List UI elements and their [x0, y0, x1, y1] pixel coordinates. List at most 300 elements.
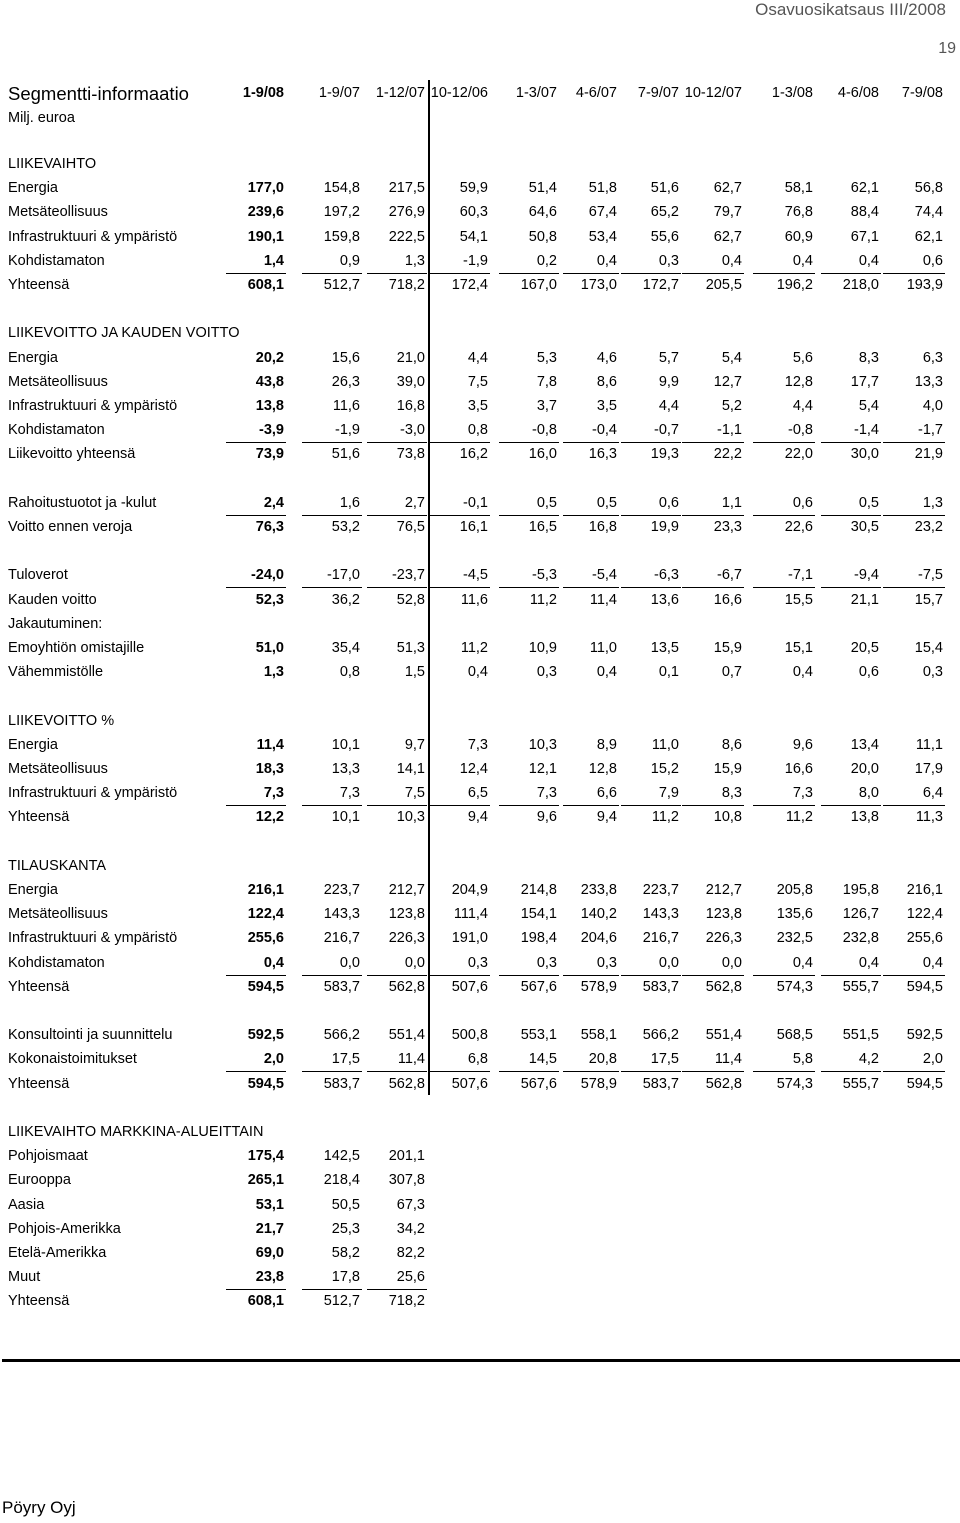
table-cell: 17,8: [331, 1269, 360, 1286]
table-cell: 73,8: [396, 446, 425, 463]
table-cell: 0,3: [596, 954, 617, 971]
table-cell: 22,2: [713, 446, 742, 463]
row-label: Kohdistamaton: [8, 422, 105, 439]
table-row: [0, 880, 960, 904]
footer-rule: [2, 1359, 960, 1362]
table-cell: -5,3: [532, 567, 557, 584]
table-cell: 25,3: [331, 1220, 360, 1237]
table-cell: 212,7: [388, 882, 425, 898]
table-cell: 1,6: [339, 494, 360, 511]
table-cell: 51,6: [331, 446, 360, 463]
table-cell: 79,7: [713, 204, 742, 221]
table-cell: 239,6: [247, 204, 284, 221]
section-heading-label: LIIKEVOITTO JA KAUDEN VOITTO: [8, 325, 240, 342]
table-cell: 3,5: [596, 398, 617, 414]
table-cell: 0,6: [792, 494, 813, 511]
table-cell: 159,8: [323, 228, 360, 245]
table-cell: 8,3: [721, 785, 742, 802]
row-label: Metsäteollisuus: [8, 761, 108, 777]
table-cell: 5,3: [536, 349, 557, 366]
table-cell: 36,2: [331, 591, 360, 608]
table-cell: 11,2: [785, 809, 813, 826]
table-cell: 51,3: [396, 640, 425, 656]
table-row: [0, 1243, 960, 1267]
table-cell: 67,4: [588, 204, 617, 221]
subtotal-underline: [499, 442, 559, 443]
table-cell: 10,8: [713, 809, 742, 826]
table-cell: -9,4: [854, 567, 879, 584]
table-cell: 216,1: [247, 882, 284, 898]
subtotal-underline: [821, 975, 881, 976]
table-cell: 574,3: [776, 1075, 813, 1092]
table-cell: 0,4: [792, 664, 813, 681]
table-cell: 16,8: [396, 398, 425, 414]
subtotal-underline: [302, 273, 362, 274]
table-cell: 0,4: [721, 252, 742, 269]
table-cell: 507,6: [451, 978, 488, 995]
row-label: Metsäteollisuus: [8, 373, 108, 390]
table-cell: 0,6: [858, 664, 879, 681]
table-cell: 13,8: [255, 398, 284, 414]
table-cell: 5,4: [721, 349, 742, 366]
table-cell: 88,4: [850, 204, 879, 221]
table-cell: 21,7: [255, 1220, 284, 1237]
table-cell: 65,2: [650, 204, 679, 221]
table-cell: 0,4: [792, 252, 813, 269]
table-cell: 73,9: [255, 446, 284, 463]
table-cell: 7,8: [536, 373, 557, 390]
row-label: Kauden voitto: [8, 591, 97, 608]
table-cell: 205,5: [705, 277, 742, 293]
subtotal-underline: [563, 975, 619, 976]
table-cell: 212,7: [705, 882, 742, 898]
subtotal-underline: [226, 1071, 286, 1072]
table-cell: 10,3: [528, 736, 557, 753]
table-cell: 173,0: [580, 277, 617, 293]
table-row: [0, 928, 960, 952]
subtotal-underline: [499, 587, 559, 588]
table-cell: -0,8: [532, 422, 557, 439]
column-header: 4-6/07: [575, 85, 617, 101]
table-cell: 13,5: [650, 640, 679, 656]
table-cell: 307,8: [388, 1172, 425, 1189]
table-cell: 9,6: [792, 736, 813, 753]
table-cell: 12,2: [255, 809, 284, 826]
subtotal-underline: [367, 515, 427, 516]
subtotal-underline: [821, 273, 881, 274]
subtotal-underline: [302, 1071, 362, 1072]
row-label: Yhteensä: [8, 809, 70, 826]
table-cell: 562,8: [388, 1075, 425, 1092]
subtotal-underline: [428, 273, 490, 274]
table-cell: 255,6: [906, 930, 943, 947]
table-cell: -7,5: [918, 567, 943, 584]
column-header: 1-9/07: [318, 85, 360, 101]
table-cell: 2,7: [404, 494, 425, 511]
footer-company: Pöyry Oyj: [2, 1498, 76, 1517]
table-cell: 140,2: [580, 906, 617, 923]
section-heading: [0, 1122, 960, 1146]
table-cell: 551,4: [705, 1027, 742, 1044]
table-cell: 54,1: [459, 228, 488, 245]
table-cell: -17,0: [326, 567, 360, 584]
table-cell: -5,4: [592, 567, 617, 584]
report-title: Osavuosikatsaus III/2008: [755, 0, 946, 19]
subtotal-underline: [302, 805, 362, 806]
row-label: Infrastruktuuri & ympäristö: [8, 785, 178, 802]
table-cell: 568,5: [776, 1027, 813, 1044]
row-label: Yhteensä: [8, 277, 70, 293]
subtotal-underline: [367, 587, 427, 588]
subtotal-underline: [883, 975, 945, 976]
table-cell: 23,3: [713, 519, 742, 535]
subtotal-underline: [821, 587, 881, 588]
section-heading: [0, 711, 960, 735]
subtotal-underline: [621, 805, 681, 806]
table-row: [0, 1267, 960, 1291]
table-cell: 16,2: [459, 446, 488, 463]
subtotal-underline: [302, 587, 362, 588]
table-cell: 0,6: [922, 252, 943, 269]
table-cell: 555,7: [842, 978, 879, 995]
table-cell: 76,5: [396, 519, 425, 535]
table-cell: 608,1: [247, 277, 284, 293]
table-cell: 62,1: [850, 180, 879, 197]
subtotal-underline: [428, 1071, 490, 1072]
table-cell: 12,8: [784, 373, 813, 390]
table-cell: 26,3: [331, 373, 360, 390]
table-cell: 11,0: [651, 736, 679, 753]
table-cell: 0,4: [858, 252, 879, 269]
table-cell: -1,7: [918, 422, 943, 439]
table-cell: 10,1: [331, 736, 360, 753]
table-row: [0, 1291, 960, 1315]
table-cell: 583,7: [323, 1075, 360, 1092]
subtotal-underline: [682, 442, 744, 443]
table-cell: -1,4: [854, 422, 879, 439]
table-cell: 126,7: [842, 906, 879, 923]
table-cell: 50,5: [331, 1196, 360, 1213]
table-cell: 175,4: [247, 1148, 284, 1165]
table-cell: 4,4: [467, 349, 488, 366]
table-cell: 122,4: [247, 906, 284, 923]
subtotal-underline: [883, 442, 945, 443]
subtotal-underline: [563, 587, 619, 588]
table-cell: 64,6: [528, 204, 557, 221]
table-cell: 15,7: [914, 591, 943, 608]
table-cell: 7,3: [339, 785, 360, 802]
table-row: [0, 590, 960, 614]
row-label: Etelä-Amerikka: [8, 1245, 107, 1261]
table-cell: -7,1: [788, 567, 813, 584]
subtotal-underline: [621, 1071, 681, 1072]
table-cell: 226,3: [705, 930, 742, 947]
table-cell: 7,5: [404, 785, 425, 802]
row-label: Konsultointi ja suunnittelu: [8, 1027, 173, 1044]
subtotal-underline: [226, 273, 286, 274]
table-title: Segmentti-informaatio: [8, 83, 189, 104]
table-cell: 15,2: [650, 761, 679, 777]
column-header: 1-9/08: [242, 85, 284, 101]
subtotal-underline: [499, 975, 559, 976]
subtotal-underline: [428, 805, 490, 806]
table-cell: 10,3: [396, 809, 425, 826]
table-cell: 592,5: [906, 1027, 943, 1044]
table-cell: 193,9: [906, 277, 943, 293]
table-cell: 5,8: [792, 1051, 813, 1068]
table-cell: 62,1: [914, 228, 943, 245]
section-heading-label: LIIKEVAIHTO MARKKINA-ALUEITTAIN: [8, 1124, 264, 1140]
table-cell: 12,4: [459, 761, 488, 777]
table-cell: 76,3: [255, 519, 284, 535]
table-cell: 512,7: [323, 1293, 360, 1310]
subtotal-underline: [563, 515, 619, 516]
table-cell: 142,5: [323, 1148, 360, 1165]
table-cell: -1,9: [335, 422, 360, 439]
table-cell: 216,1: [906, 882, 943, 898]
table-cell: 204,6: [580, 930, 617, 947]
table-cell: 10,1: [331, 809, 360, 826]
table-cell: 9,7: [404, 736, 425, 753]
table-cell: 16,5: [528, 519, 557, 535]
table-cell: 16,8: [588, 519, 617, 535]
table-cell: 0,0: [339, 954, 360, 971]
subtotal-underline: [499, 805, 559, 806]
column-header: 10-12/06: [430, 85, 488, 101]
table-cell: 52,3: [255, 591, 284, 608]
table-cell: 1,3: [922, 494, 943, 511]
table-cell: 135,6: [776, 906, 813, 923]
table-cell: 0,5: [536, 494, 557, 511]
table-cell: 21,0: [396, 349, 425, 366]
table-row: [0, 1146, 960, 1170]
table-row: [0, 444, 960, 468]
table-cell: 578,9: [580, 1075, 617, 1092]
table-cell: 195,8: [842, 882, 879, 898]
table-cell: 191,0: [451, 930, 488, 947]
table-cell: 39,0: [396, 373, 425, 390]
table-cell: 172,4: [451, 277, 488, 293]
table-cell: 51,6: [650, 180, 679, 197]
table-cell: -1,1: [717, 422, 742, 439]
subtotal-underline: [682, 273, 744, 274]
table-cell: 16,1: [459, 519, 488, 535]
table-cell: 4,0: [922, 398, 943, 414]
table-cell: 56,8: [914, 180, 943, 197]
table-cell: 12,7: [713, 373, 742, 390]
row-label: Yhteensä: [8, 978, 70, 995]
table-cell: 0,3: [658, 252, 679, 269]
table-cell: 22,6: [784, 519, 813, 535]
table-cell: 51,0: [255, 640, 284, 656]
table-cell: 0,0: [404, 954, 425, 971]
subtotal-underline: [753, 273, 815, 274]
table-cell: 11,0: [589, 640, 617, 656]
table-cell: 16,0: [528, 446, 557, 463]
table-cell: 0,5: [858, 494, 879, 511]
table-cell: 0,1: [658, 664, 679, 681]
table-cell: 555,7: [842, 1075, 879, 1092]
table-cell: 3,7: [536, 398, 557, 414]
row-label: Rahoitustuotot ja -kulut: [8, 494, 157, 511]
subtotal-underline: [753, 515, 815, 516]
table-row: [0, 178, 960, 202]
table-cell: 226,3: [388, 930, 425, 947]
table-cell: 17,7: [850, 373, 879, 390]
row-label: Infrastruktuuri & ympäristö: [8, 930, 178, 947]
table-cell: -4,5: [463, 567, 488, 584]
table-cell: 43,8: [255, 373, 284, 390]
table-cell: 53,4: [588, 228, 617, 245]
subtotal-underline: [883, 273, 945, 274]
table-row: [0, 348, 960, 372]
column-header: 10-12/07: [684, 85, 742, 101]
table-cell: 20,5: [850, 640, 879, 656]
subtotal-underline: [367, 805, 427, 806]
table-cell: 594,5: [906, 978, 943, 995]
table-cell: 15,9: [713, 640, 742, 656]
table-cell: 22,0: [784, 446, 813, 463]
table-cell: 0,4: [596, 252, 617, 269]
table-cell: -0,7: [654, 422, 679, 439]
table-cell: 15,4: [914, 640, 943, 656]
table-cell: 6,8: [467, 1051, 488, 1068]
table-cell: 143,3: [642, 906, 679, 923]
table-cell: 1,3: [404, 252, 425, 269]
table-cell: 7,3: [467, 736, 488, 753]
table-cell: 553,1: [520, 1027, 557, 1044]
table-cell: 58,2: [331, 1245, 360, 1261]
table-cell: 17,9: [914, 761, 943, 777]
row-label: Liikevoitto yhteensä: [8, 446, 136, 463]
table-cell: 4,4: [658, 398, 679, 414]
table-cell: 111,4: [453, 906, 488, 923]
subtotal-underline: [302, 442, 362, 443]
table-cell: 177,0: [247, 180, 284, 197]
table-cell: 8,9: [596, 736, 617, 753]
subtotal-underline: [682, 805, 744, 806]
row-label: Infrastruktuuri & ympäristö: [8, 398, 178, 414]
table-cell: 172,7: [642, 277, 679, 293]
table-cell: 567,6: [520, 1075, 557, 1092]
table-cell: 8,6: [596, 373, 617, 390]
table-cell: 53,1: [255, 1196, 284, 1213]
subtotal-underline: [563, 1071, 619, 1072]
table-cell: -0,1: [463, 494, 488, 511]
row-label: Kohdistamaton: [8, 954, 105, 971]
table-cell: 0,4: [467, 664, 488, 681]
table-cell: 35,4: [331, 640, 360, 656]
table-cell: 53,2: [331, 519, 360, 535]
subtotal-underline: [226, 1289, 286, 1290]
subtotal-underline: [621, 442, 681, 443]
table-cell: 217,5: [388, 180, 425, 197]
table-cell: -1,9: [463, 252, 488, 269]
table-cell: 223,7: [323, 882, 360, 898]
table-cell: 196,2: [776, 277, 813, 293]
subtotal-underline: [226, 442, 286, 443]
table-cell: 216,7: [323, 930, 360, 947]
table-cell: 201,1: [388, 1148, 425, 1165]
row-label: Infrastruktuuri & ympäristö: [8, 228, 178, 245]
table-cell: 562,8: [388, 978, 425, 995]
row-label: Tuloverot: [8, 567, 68, 584]
table-cell: 218,4: [323, 1172, 360, 1189]
table-cell: 74,4: [914, 204, 943, 221]
table-cell: 9,6: [536, 809, 557, 826]
table-row: [0, 638, 960, 662]
table-cell: 214,8: [520, 882, 557, 898]
subtotal-underline: [563, 273, 619, 274]
column-header: 4-6/08: [837, 85, 879, 101]
subtotal-underline: [226, 975, 286, 976]
table-cell: 15,5: [784, 591, 813, 608]
subtotal-underline: [226, 805, 286, 806]
section-heading-label: LIIKEVAIHTO: [8, 156, 97, 172]
table-cell: 55,6: [650, 228, 679, 245]
table-row: [0, 759, 960, 783]
table-cell: 276,9: [388, 204, 425, 221]
table-cell: 218,0: [842, 277, 879, 293]
table-row: [0, 1049, 960, 1073]
table-cell: 16,6: [784, 761, 813, 777]
table-cell: 233,8: [580, 882, 617, 898]
row-label: Eurooppa: [8, 1172, 71, 1189]
subtotal-underline: [883, 805, 945, 806]
table-cell: 594,5: [247, 1075, 284, 1092]
column-header: 7-9/08: [901, 85, 943, 101]
section-heading: [0, 856, 960, 880]
table-cell: 6,3: [922, 349, 943, 366]
table-cell: -0,8: [788, 422, 813, 439]
column-header: 1-12/07: [375, 85, 425, 101]
table-cell: 17,5: [331, 1051, 360, 1068]
table-cell: 583,7: [642, 978, 679, 995]
row-label: Kohdistamaton: [8, 252, 105, 269]
table-cell: 9,9: [658, 373, 679, 390]
table-row: [0, 396, 960, 420]
table-cell: 25,6: [396, 1269, 425, 1286]
table-cell: 551,5: [842, 1027, 879, 1044]
table-cell: 6,6: [596, 785, 617, 802]
table-cell: 8,6: [721, 736, 742, 753]
table-cell: 0,8: [339, 664, 360, 681]
table-cell: 51,4: [528, 180, 557, 197]
subtotal-underline: [821, 515, 881, 516]
table-cell: 9,4: [467, 809, 488, 826]
table-cell: 20,2: [255, 349, 284, 366]
table-cell: -0,4: [592, 422, 617, 439]
table-cell: 0,0: [721, 954, 742, 971]
table-row: [0, 493, 960, 517]
table-cell: 67,3: [396, 1196, 425, 1213]
table-row: [0, 977, 960, 1001]
table-row: [0, 565, 960, 589]
table-cell: 0,9: [339, 252, 360, 269]
subtotal-underline: [883, 1071, 945, 1072]
table-cell: 11,2: [460, 640, 488, 656]
table-cell: 76,8: [784, 204, 813, 221]
table-cell: 11,4: [714, 1051, 742, 1068]
table-cell: 190,1: [247, 228, 284, 245]
table-cell: 60,3: [459, 204, 488, 221]
subtotal-underline: [753, 975, 815, 976]
table-cell: 222,5: [388, 228, 425, 245]
table-row: [0, 735, 960, 759]
table-cell: 0,5: [596, 494, 617, 511]
subtotal-underline: [367, 1289, 427, 1290]
table-cell: -6,7: [717, 567, 742, 584]
